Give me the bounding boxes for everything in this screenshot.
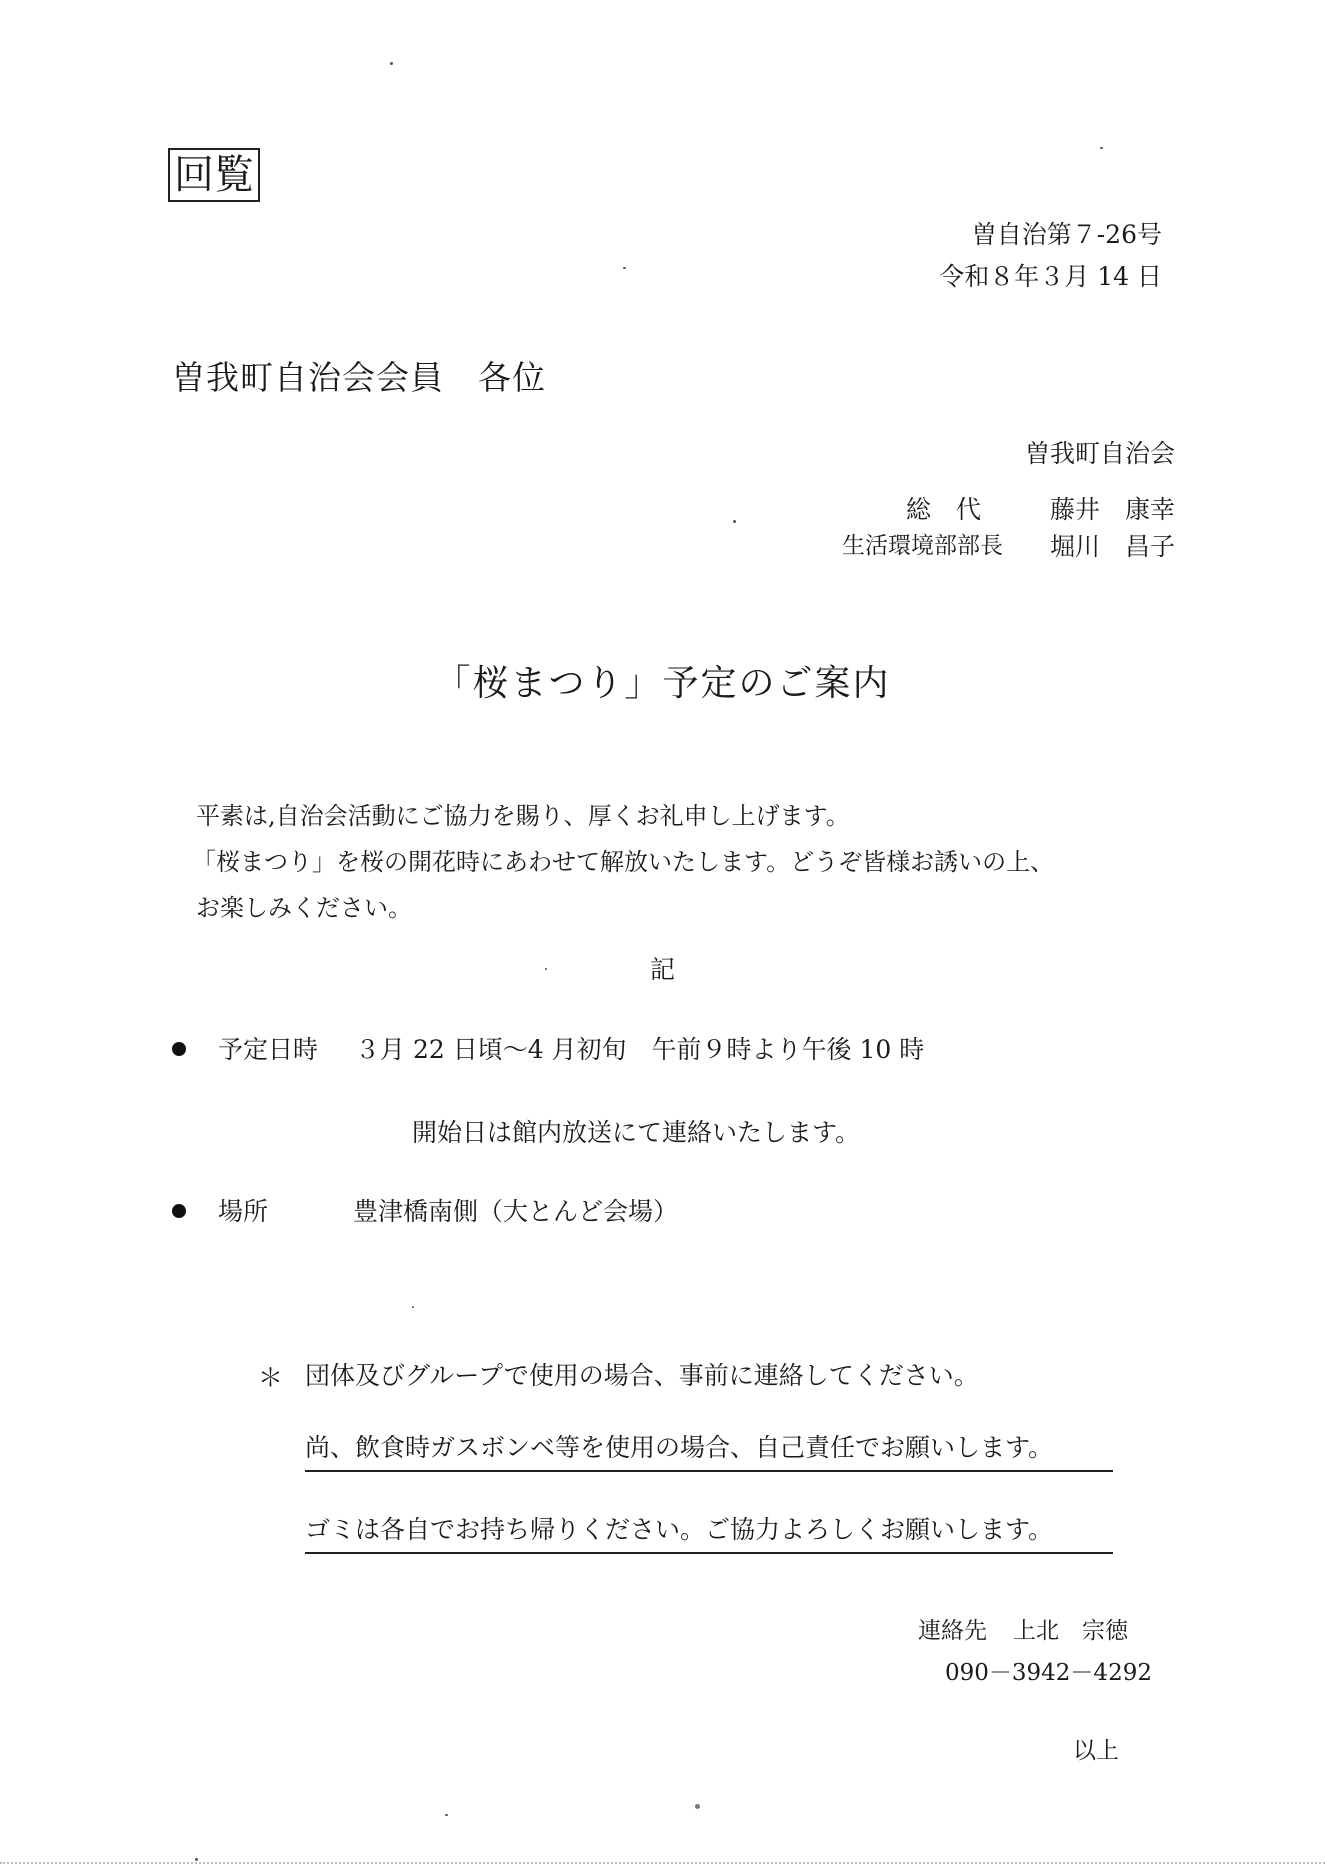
place-label: 場所 <box>218 1197 269 1226</box>
issue-date: 令和８年３月 14 日 <box>939 262 1162 291</box>
contact-label: 連絡先 <box>918 1618 987 1644</box>
body-line-2: 「桜まつり」を桜の開花時にあわせて解放いたします。どうぞ皆様お誘いの上、 <box>192 848 1055 876</box>
sender-dept-name: 堀川 昌子 <box>1049 532 1175 561</box>
note-line-2: 尚、飲食時ガスボンベ等を使用の場合、自己責任でお願いします。 <box>305 1428 1113 1472</box>
scan-speck <box>445 1814 448 1816</box>
scan-bottom-edge <box>0 1862 1325 1866</box>
document-title: 「桜まつり」予定のご案内 <box>434 663 891 704</box>
reference-number: 曽自治第７-26号 <box>971 220 1162 249</box>
sender-rep-title: 総 代 <box>906 495 982 524</box>
body-line-1: 平素は,自治会活動にご協力を賜り、厚くお礼申し上げます。 <box>196 802 850 830</box>
scan-speck <box>695 1804 700 1809</box>
bullet-icon <box>172 1204 186 1218</box>
closing-text: 以上 <box>1073 1738 1119 1764</box>
note-asterisk: ＊ <box>258 1363 284 1392</box>
circulation-stamp: 回覧 <box>168 148 260 202</box>
scan-speck <box>733 520 736 523</box>
scan-speck <box>412 1306 414 1308</box>
addressee: 曽我町自治会会員 各位 <box>172 358 546 397</box>
body-line-3: お楽しみください。 <box>196 894 412 922</box>
contact-phone: 090－3942－4292 <box>945 1660 1152 1686</box>
place-value: 豊津橋南側（大とんど会場） <box>353 1197 679 1226</box>
sender-organization: 曽我町自治会 <box>1024 439 1175 468</box>
sender-dept-title: 生活環境部部長 <box>842 533 1003 559</box>
contact-name: 上北 宗徳 <box>1013 1618 1128 1644</box>
scan-speck <box>390 62 393 65</box>
scan-speck <box>195 1858 198 1861</box>
scan-speck <box>1100 147 1103 149</box>
scan-speck <box>545 968 547 970</box>
schedule-note: 開始日は館内放送にて連絡いたします。 <box>412 1118 861 1147</box>
schedule-label: 予定日時 <box>218 1035 319 1064</box>
scan-speck <box>623 267 626 269</box>
sender-rep-name: 藤井 康幸 <box>1049 495 1175 524</box>
note-line-1: 団体及びグループで使用の場合、事前に連絡してください。 <box>305 1361 979 1390</box>
bullet-icon <box>172 1042 186 1056</box>
ki-heading: 記 <box>649 955 675 984</box>
schedule-value: ３月 22 日頃～4 月初旬 午前９時より午後 10 時 <box>355 1035 925 1064</box>
note-line-3: ゴミは各自でお持ち帰りください。ご協力よろしくお願いします。 <box>305 1510 1113 1554</box>
